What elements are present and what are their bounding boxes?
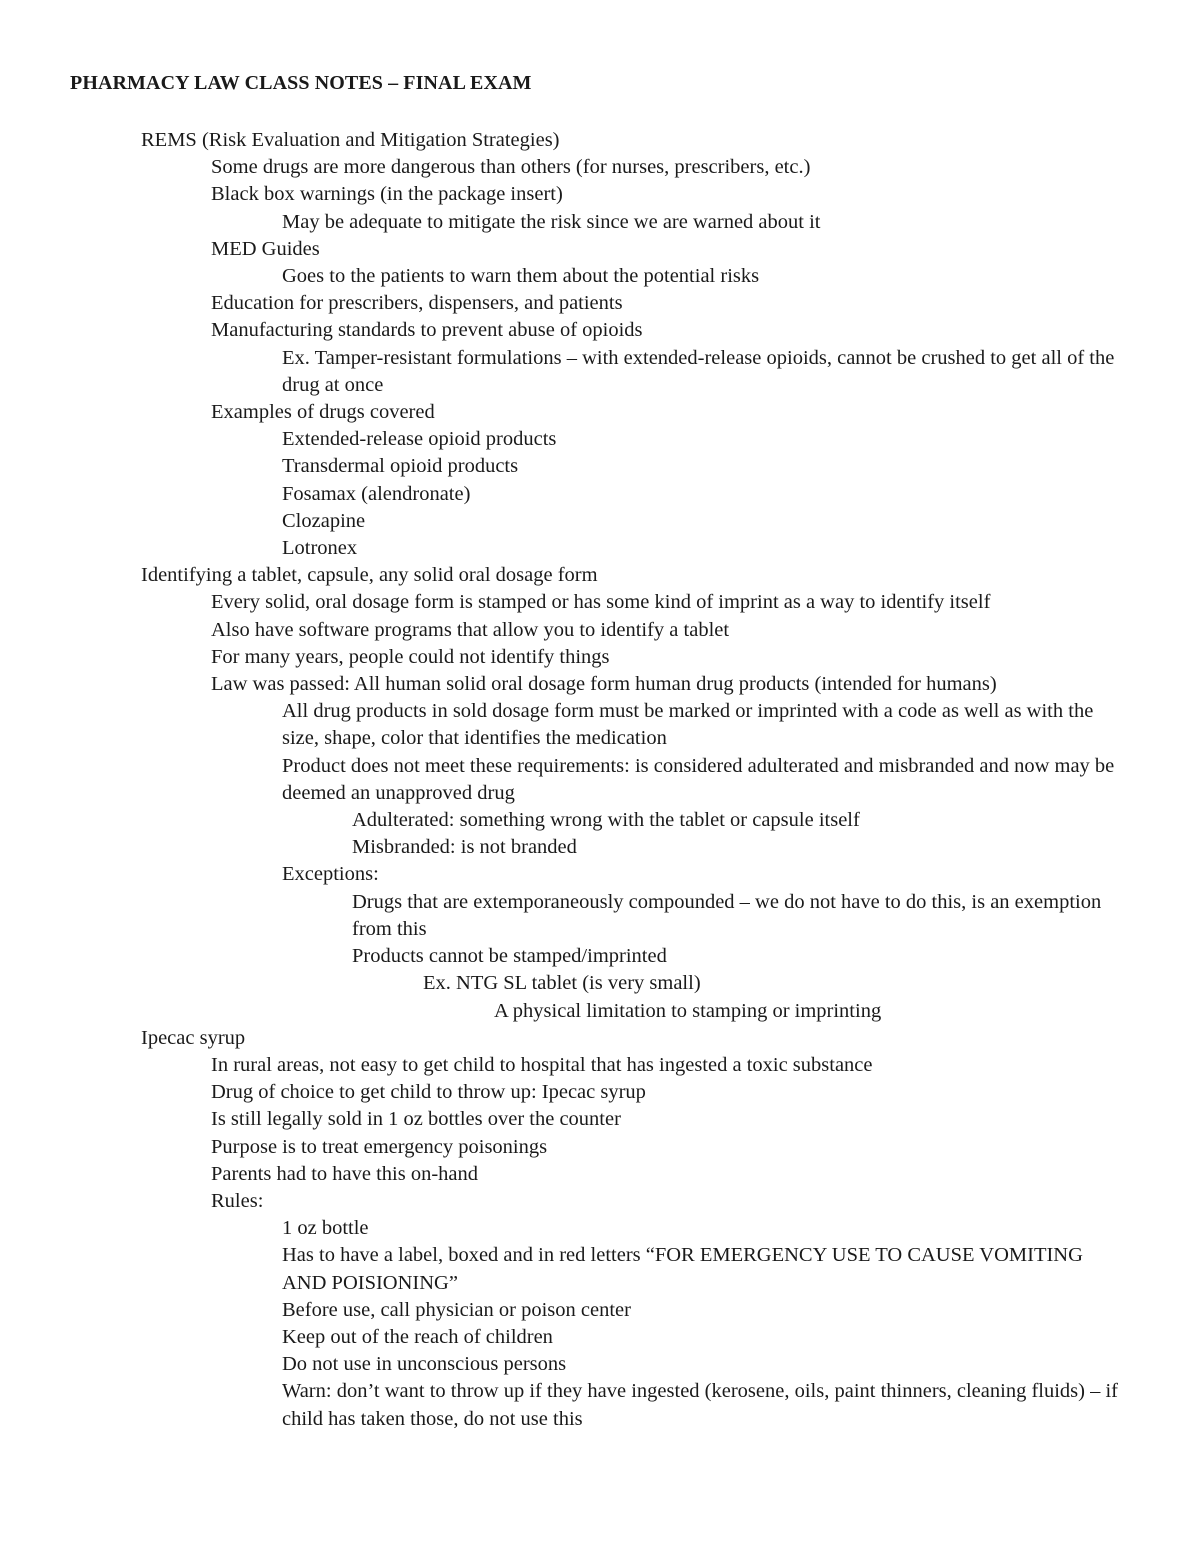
- list-item-level-3: [0, 1378, 1127, 1432]
- list-item-text: REMS (Risk Evaluation and Mitigation Strategies): [141, 129, 560, 151]
- list-item-level-3: [0, 209, 1127, 236]
- list-item-level-3: [0, 263, 1127, 290]
- list-item-level-4: [0, 834, 1122, 861]
- list-item-level-2: [0, 644, 1126, 671]
- list-item-text: Education for prescribers, dispensers, and patients: [211, 292, 623, 315]
- list-item-level-2: [0, 671, 1126, 698]
- list-item-text: For many years, people could not identify things: [211, 645, 610, 668]
- list-item-text: Exceptions:: [282, 863, 379, 886]
- list-item-text: Also have software programs that allow you to identify a tablet: [211, 618, 730, 641]
- list-item-text: Examples of drugs covered: [211, 401, 435, 424]
- list-item-level-3: [0, 698, 1127, 752]
- list-item-level-2: [0, 181, 1126, 208]
- list-item-level-2: [0, 589, 1126, 616]
- list-item-level-2: [0, 154, 1126, 181]
- list-item-text: Purpose is to treat emergency poisonings: [211, 1135, 548, 1158]
- list-item-level-6: [0, 998, 1124, 1025]
- list-item-level-3: [0, 345, 1127, 399]
- list-item-level-2: [0, 1161, 1126, 1188]
- list-item-level-1: [0, 562, 1126, 589]
- list-item-text: Black box warnings (in the package insert): [211, 183, 563, 206]
- list-item-level-3: [0, 453, 1127, 480]
- list-item-text: Ipecac syrup: [141, 1026, 246, 1049]
- list-item-text: Rules:: [211, 1189, 264, 1212]
- list-item-level-3: [0, 753, 1127, 807]
- list-item-text: All drug products in sold dosage form must be marked or imprinted with a code as well as with the size, shape, color that identifies the medication: [282, 700, 1094, 750]
- list-item-text: 1 oz bottle: [282, 1217, 369, 1240]
- list-item-level-4: [0, 807, 1122, 834]
- list-item-text: May be adequate to mitigate the risk since we are warned about it: [282, 210, 821, 233]
- list-item-level-2: [0, 399, 1126, 426]
- list-item-level-3: [0, 508, 1127, 535]
- page-title: PHARMACY LAW CLASS NOTES – FINAL EXAM: [70, 72, 532, 94]
- list-item-text: Lotronex: [282, 537, 358, 560]
- list-item-level-2: [0, 1134, 1126, 1161]
- list-item-text: In rural areas, not easy to get child to hospital that has ingested a toxic substance: [211, 1053, 873, 1076]
- list-item-text: A physical limitation to stamping or imprinting: [494, 999, 882, 1022]
- list-item-text: Fosamax (alendronate): [282, 482, 471, 505]
- list-item-level-2: [0, 1188, 1126, 1215]
- list-item-text: Warn: don’t want to throw up if they have ingested (kerosene, oils, paint thinners, cleaning fluids) – if child has taken those, do not use this: [282, 1380, 1118, 1430]
- list-item-level-1: [0, 1025, 1126, 1052]
- list-item-text: Ex. Tamper-resistant formulations – with extended-release opioids, cannot be crushed to get all of the drug at once: [282, 346, 1115, 396]
- list-item-level-5: [0, 970, 1123, 997]
- list-item-level-3: [0, 426, 1127, 453]
- list-item-level-3: [0, 1324, 1127, 1351]
- list-item-level-3: [0, 861, 1127, 888]
- list-item-text: Before use, call physician or poison center: [282, 1298, 631, 1321]
- list-item-level-2: [0, 1052, 1126, 1079]
- list-item-level-3: [0, 1351, 1127, 1378]
- list-item-level-3: [0, 535, 1127, 562]
- list-item-text: Drugs that are extemporaneously compounded – we do not have to do this, is an exemption from this: [352, 890, 1102, 940]
- list-item-text: Misbranded: is not branded: [352, 836, 577, 859]
- list-item-text: Keep out of the reach of children: [282, 1325, 553, 1348]
- list-item-level-4: [0, 889, 1122, 943]
- list-item-text: Transdermal opioid products: [282, 455, 519, 478]
- list-item-text: Is still legally sold in 1 oz bottles over the counter: [211, 1108, 621, 1131]
- list-item-level-2: [0, 317, 1126, 344]
- list-item-text: Do not use in unconscious persons: [282, 1353, 567, 1376]
- list-item-text: Products cannot be stamped/imprinted: [352, 945, 667, 968]
- list-item-text: Clozapine: [282, 509, 366, 532]
- list-item-level-2: [0, 617, 1126, 644]
- list-item-level-1: [0, 127, 1126, 154]
- list-item-level-3: [0, 1242, 1127, 1296]
- list-item-text: Extended-release opioid products: [282, 428, 557, 451]
- list-item-text: Identifying a tablet, capsule, any solid oral dosage form: [141, 564, 598, 587]
- list-item-text: Goes to the patients to warn them about the potential risks: [282, 265, 760, 288]
- list-item-text: Product does not meet these requirements: is considered adulterated and misbranded and now may be deemed an unapproved drug: [282, 754, 1115, 804]
- list-item-level-3: [0, 1297, 1127, 1324]
- list-item-text: Ex. NTG SL tablet (is very small): [423, 972, 701, 995]
- list-item-level-2: [0, 236, 1126, 263]
- list-item-level-4: [0, 943, 1122, 970]
- list-item-text: MED Guides: [211, 237, 320, 260]
- list-item-level-2: [0, 1079, 1126, 1106]
- list-item-text: Adulterated: something wrong with the tablet or capsule itself: [352, 809, 860, 832]
- list-item-text: Manufacturing standards to prevent abuse of opioids: [211, 319, 643, 342]
- notes-outline: [0, 127, 1200, 1433]
- list-item-text: Drug of choice to get child to throw up: Ipecac syrup: [211, 1081, 646, 1104]
- list-item-level-2: [0, 290, 1126, 317]
- list-item-level-3: [0, 481, 1127, 508]
- list-item-level-3: [0, 1215, 1127, 1242]
- list-item-level-2: [0, 1106, 1126, 1133]
- list-item-text: Law was passed: All human solid oral dosage form human drug products (intended for humans): [211, 673, 997, 696]
- list-item-text: Parents had to have this on-hand: [211, 1162, 479, 1185]
- list-item-text: Every solid, oral dosage form is stamped or has some kind of imprint as a way to identify itself: [211, 591, 991, 614]
- list-item-text: Has to have a label, boxed and in red letters “FOR EMERGENCY USE TO CAUSE VOMITING AND POISIONING”: [282, 1244, 1083, 1294]
- list-item-text: Some drugs are more dangerous than others (for nurses, prescribers, etc.): [211, 156, 811, 179]
